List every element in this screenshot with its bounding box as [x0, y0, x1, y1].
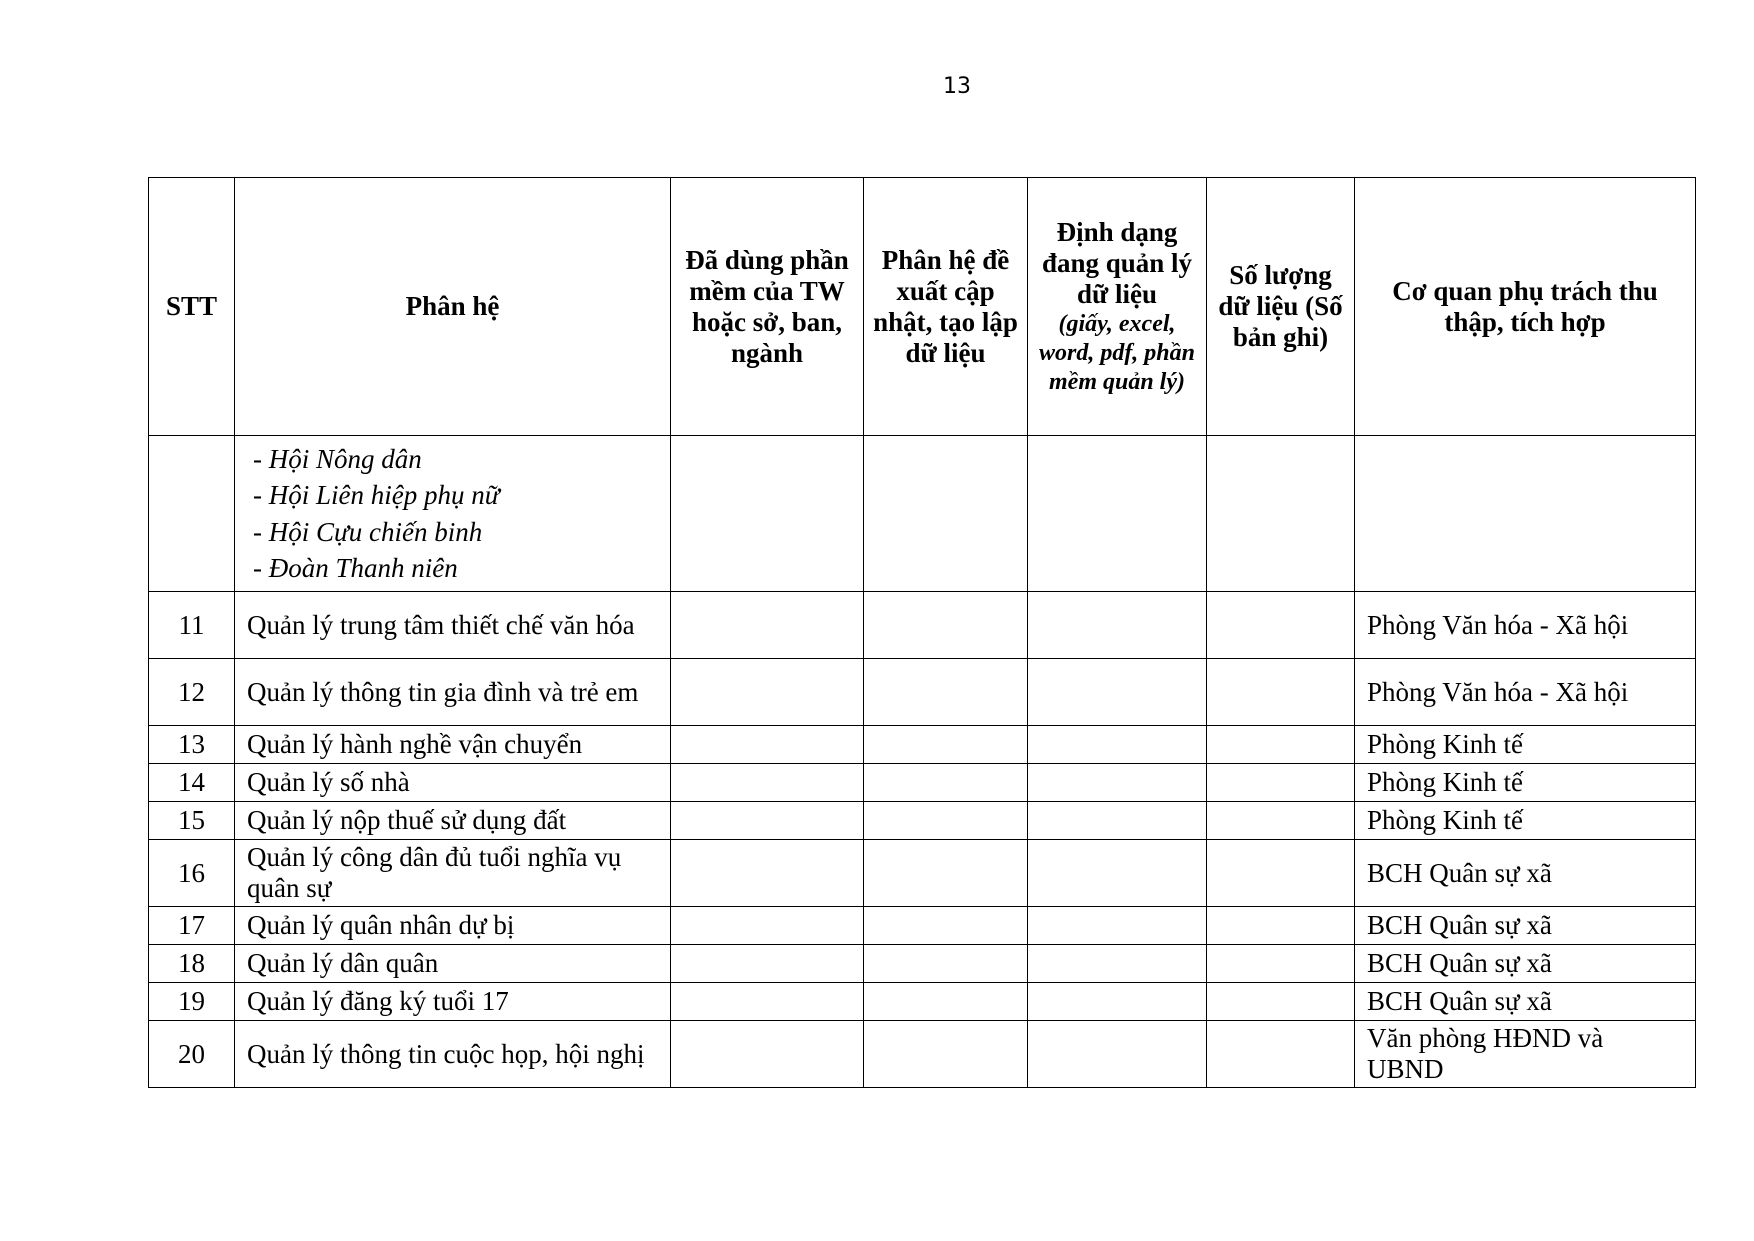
cell-agency: BCH Quân sự xã	[1355, 983, 1696, 1021]
cell-subsystem: Quản lý quân nhân dự bị	[235, 907, 671, 945]
cell-subsystem: Quản lý nộp thuế sử dụng đất	[235, 802, 671, 840]
cell-format	[1028, 802, 1207, 840]
cell-stt: 14	[149, 764, 235, 802]
cell-subsystem: Quản lý số nhà	[235, 764, 671, 802]
header-responsible-agency: Cơ quan phụ trách thu thập, tích hợp	[1355, 178, 1696, 436]
cell-format	[1028, 436, 1207, 592]
cell-format	[1028, 840, 1207, 907]
cell-agency: Phòng Văn hóa - Xã hội	[1355, 592, 1696, 659]
cell-format	[1028, 764, 1207, 802]
cell-subsystem: Quản lý dân quân	[235, 945, 671, 983]
header-data-format-title: Định dạng đang quản lý dữ liệu	[1041, 216, 1193, 309]
cell-quantity	[1207, 802, 1355, 840]
header-proposed-subsystem: Phân hệ đề xuất cập nhật, tạo lập dữ liệu	[864, 178, 1028, 436]
cell-quantity	[1207, 659, 1355, 726]
cell-proposed	[864, 983, 1028, 1021]
table-row	[149, 907, 1696, 945]
cell-agency: Phòng Kinh tế	[1355, 764, 1696, 802]
cell-agency: BCH Quân sự xã	[1355, 945, 1696, 983]
header-data-quantity: Số lượng dữ liệu (Số bản ghi)	[1207, 178, 1355, 436]
cell-subsystem: Quản lý trung tâm thiết chế văn hóa	[235, 592, 671, 659]
data-inventory-table	[148, 177, 1696, 1088]
header-data-format-note: (giấy, excel, word, pdf, phần mềm quản lý)	[1038, 310, 1196, 395]
table-row	[149, 1021, 1696, 1088]
cell-proposed	[864, 764, 1028, 802]
table-row	[149, 802, 1696, 840]
cell-used-software	[671, 726, 864, 764]
list-item: - Hội Liên hiệp phụ nữ	[253, 480, 500, 510]
cell-stt: 19	[149, 983, 235, 1021]
cell-quantity	[1207, 983, 1355, 1021]
cell-agency: Phòng Kinh tế	[1355, 802, 1696, 840]
cell-subsystem: Quản lý công dân đủ tuổi nghĩa vụ quân sự	[235, 840, 671, 907]
cell-quantity	[1207, 726, 1355, 764]
cell-format	[1028, 945, 1207, 983]
cell-stt: 18	[149, 945, 235, 983]
list-item: - Hội Nông dân	[253, 443, 422, 474]
cell-stt: 12	[149, 659, 235, 726]
cell-proposed	[864, 436, 1028, 592]
cell-stt: 16	[149, 840, 235, 907]
list-item: - Đoàn Thanh niên	[253, 553, 458, 583]
table-row-subgroup	[149, 436, 1696, 592]
cell-proposed	[864, 592, 1028, 659]
cell-agency: Phòng Văn hóa - Xã hội	[1355, 659, 1696, 726]
cell-used-software	[671, 907, 864, 945]
cell-agency: Văn phòng HĐND và UBND	[1355, 1021, 1696, 1088]
table-row	[149, 840, 1696, 907]
header-used-software: Đã dùng phần mềm của TW hoặc sở, ban, ngành	[671, 178, 864, 436]
cell-quantity	[1207, 840, 1355, 907]
cell-subsystem: Quản lý thông tin cuộc họp, hội nghị	[235, 1021, 671, 1088]
cell-quantity	[1207, 764, 1355, 802]
cell-proposed	[864, 840, 1028, 907]
cell-quantity	[1207, 436, 1355, 592]
cell-stt	[149, 436, 235, 592]
cell-stt: 15	[149, 802, 235, 840]
cell-quantity	[1207, 592, 1355, 659]
table-row	[149, 945, 1696, 983]
cell-stt: 17	[149, 907, 235, 945]
subgroup-list	[247, 441, 658, 587]
cell-format	[1028, 726, 1207, 764]
cell-agency: BCH Quân sự xã	[1355, 840, 1696, 907]
header-stt: STT	[149, 178, 235, 436]
cell-used-software	[671, 764, 864, 802]
cell-used-software	[671, 802, 864, 840]
table-row	[149, 592, 1696, 659]
cell-quantity	[1207, 1021, 1355, 1088]
cell-stt: 11	[149, 592, 235, 659]
table-row	[149, 764, 1696, 802]
table-row	[149, 983, 1696, 1021]
cell-format	[1028, 659, 1207, 726]
cell-proposed	[864, 945, 1028, 983]
cell-agency	[1355, 436, 1696, 592]
table-header-row	[149, 178, 1696, 436]
cell-agency: BCH Quân sự xã	[1355, 907, 1696, 945]
cell-agency: Phòng Kinh tế	[1355, 726, 1696, 764]
header-subsystem: Phân hệ	[235, 178, 671, 436]
cell-used-software	[671, 945, 864, 983]
cell-used-software	[671, 983, 864, 1021]
table-row	[149, 726, 1696, 764]
cell-subsystem: Quản lý đăng ký tuổi 17	[235, 983, 671, 1021]
cell-proposed	[864, 659, 1028, 726]
cell-format	[1028, 1021, 1207, 1088]
cell-proposed	[864, 1021, 1028, 1088]
cell-quantity	[1207, 907, 1355, 945]
cell-format	[1028, 592, 1207, 659]
cell-subsystem	[235, 436, 671, 592]
list-item: - Hội Cựu chiến binh	[253, 516, 483, 547]
cell-used-software	[671, 840, 864, 907]
cell-used-software	[671, 436, 864, 592]
cell-quantity	[1207, 945, 1355, 983]
cell-stt: 20	[149, 1021, 235, 1088]
cell-proposed	[864, 726, 1028, 764]
cell-subsystem: Quản lý thông tin gia đình và trẻ em	[235, 659, 671, 726]
cell-used-software	[671, 659, 864, 726]
table-row	[149, 659, 1696, 726]
header-data-format	[1028, 178, 1207, 436]
cell-stt: 13	[149, 726, 235, 764]
cell-used-software	[671, 1021, 864, 1088]
cell-format	[1028, 907, 1207, 945]
cell-subsystem: Quản lý hành nghề vận chuyển	[235, 726, 671, 764]
cell-format	[1028, 983, 1207, 1021]
cell-used-software	[671, 592, 864, 659]
cell-proposed	[864, 802, 1028, 840]
cell-proposed	[864, 907, 1028, 945]
page-number: 13	[943, 74, 971, 99]
